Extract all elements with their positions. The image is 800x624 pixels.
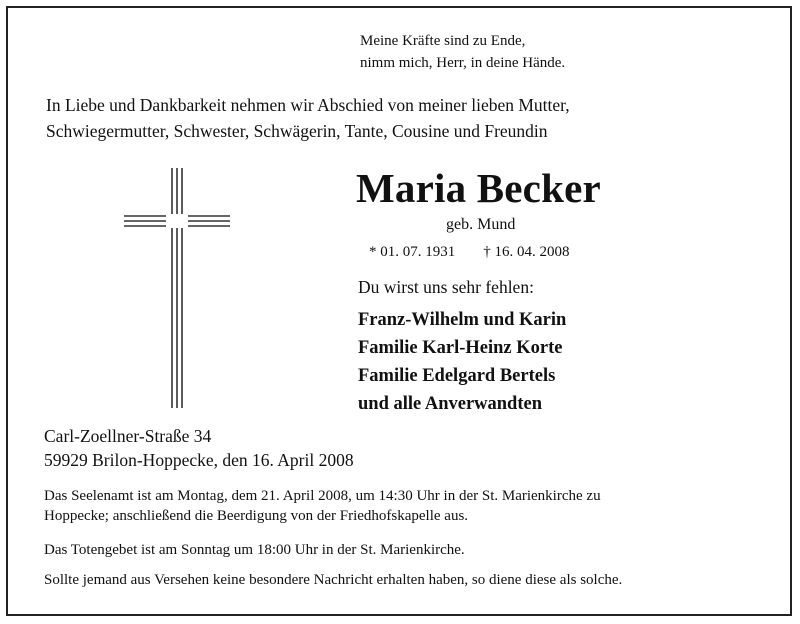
death-date: † 16. 04. 2008 — [483, 244, 570, 260]
motto-line-2: nimm mich, Herr, in deine Hände. — [360, 55, 566, 71]
birth-date: * 01. 07. 1931 — [369, 244, 456, 260]
intro-line-2: Schwiegermutter, Schwester, Schwägerin, Tante, Cousine und Freundin — [46, 121, 548, 141]
address-street: Carl-Zoellner-Straße 34 — [44, 426, 212, 446]
cross-icon — [120, 158, 232, 418]
birth-name: geb. Mund — [446, 216, 516, 233]
farewell-line: Du wirst uns sehr fehlen: — [358, 277, 534, 297]
obituary-notice — [6, 6, 792, 616]
mourner-line: Familie Karl-Heinz Korte — [358, 338, 563, 358]
address-city-date: 59929 Brilon-Hoppecke, den 16. April 2008 — [44, 450, 354, 470]
intro-line-1: In Liebe und Dankbarkeit nehmen wir Abschied von meiner lieben Mutter, — [46, 95, 570, 115]
deceased-name: Maria Becker — [356, 165, 601, 211]
requiem-line-1: Das Seelenamt ist am Montag, dem 21. April 2008, um 14:30 Uhr in der St. Marienkirche zu — [44, 488, 601, 504]
mourner-line: und alle Anverwandten — [358, 394, 543, 414]
prayer-notice: Das Totengebet ist am Sonntag um 18:00 Uhr in der St. Marienkirche. — [44, 542, 465, 558]
requiem-line-2: Hoppecke; anschließend die Beerdigung von der Friedhofskapelle aus. — [44, 508, 469, 524]
motto-line-1: Meine Kräfte sind zu Ende, — [360, 33, 526, 49]
final-notice: Sollte jemand aus Versehen keine besondere Nachricht erhalten haben, so diene diese als solche. — [44, 572, 623, 588]
life-dates — [369, 244, 570, 261]
mourner-line: Familie Edelgard Bertels — [358, 366, 556, 386]
mourner-line: Franz-Wilhelm und Karin — [358, 310, 567, 330]
